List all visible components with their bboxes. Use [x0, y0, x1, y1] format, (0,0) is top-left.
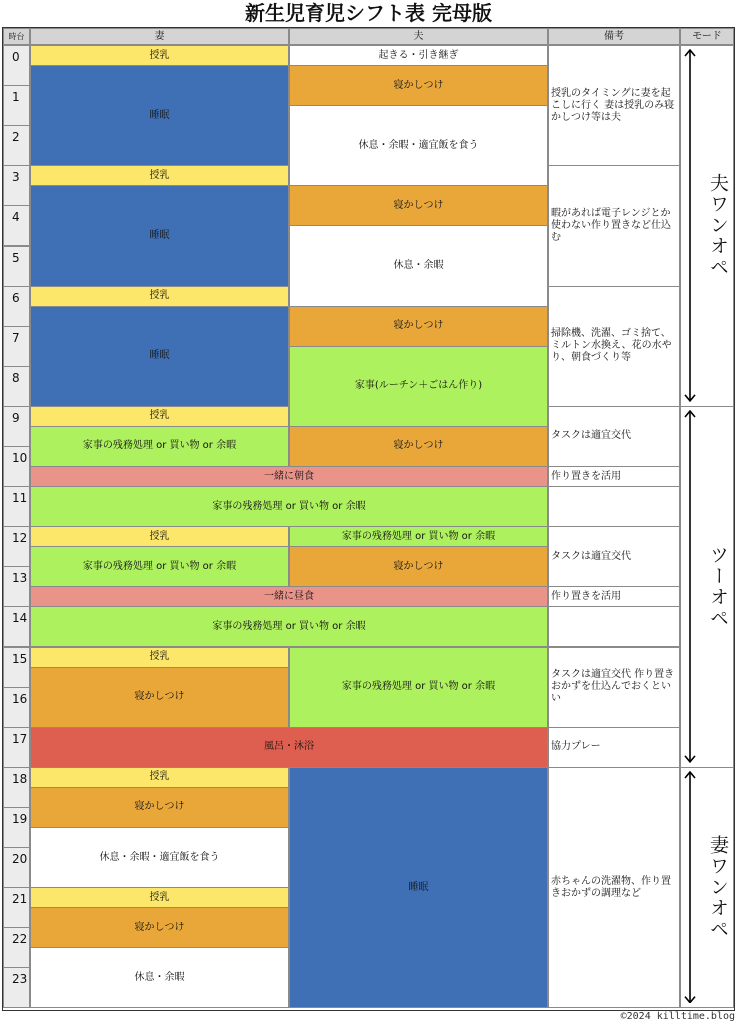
hour-label: 1: [3, 85, 30, 126]
wife-block: 授乳: [30, 45, 289, 66]
hour-label: 23: [3, 967, 30, 1008]
note-cell: 授乳のタイミングに妻を起こしに行く 妻は授乳のみ寝かしつけ等は夫: [548, 45, 680, 166]
wife-block: 寝かしつけ: [30, 667, 289, 728]
hour-label: 13: [3, 566, 30, 607]
wife-block: 睡眠: [30, 65, 289, 166]
wife-block: 授乳: [30, 165, 289, 186]
note-cell: [548, 606, 680, 647]
wife-block: 寝かしつけ: [30, 787, 289, 828]
header-hour: 時台: [3, 28, 30, 45]
both-block: 風呂・沐浴: [30, 727, 548, 768]
note-cell: 作り置きを活用: [548, 586, 680, 607]
shift-table: [2, 27, 735, 1011]
wife-block: 睡眠: [30, 185, 289, 286]
husband-block: 睡眠: [289, 767, 548, 1009]
header-husband: 夫: [289, 28, 548, 45]
hour-label: 12: [3, 526, 30, 567]
wife-block: 授乳: [30, 887, 289, 908]
header-wife: 妻: [30, 28, 289, 45]
double-arrow-icon: [684, 49, 696, 402]
note-cell: 作り置きを活用: [548, 466, 680, 487]
wife-block: 授乳: [30, 647, 289, 668]
hour-label: 9: [3, 406, 30, 447]
husband-block: 寝かしつけ: [289, 306, 548, 347]
note-cell: [548, 486, 680, 527]
note-cell: 掃除機、洗濯、ゴミ捨て、ミルトン水換え、花の水やり、朝食づくり等: [548, 286, 680, 407]
husband-block: 寝かしつけ: [289, 546, 548, 587]
husband-block: 寝かしつけ: [289, 426, 548, 467]
hour-label: 19: [3, 807, 30, 848]
hour-label: 7: [3, 326, 30, 367]
hour-label: 6: [3, 286, 30, 327]
note-cell: 赤ちゃんの洗濯物、作り置きおかずの調理など: [548, 767, 680, 1009]
hour-label: 22: [3, 927, 30, 968]
hour-label: 16: [3, 687, 30, 728]
husband-block: 家事の残務処理 or 買い物 or 余暇: [289, 526, 548, 547]
watermark: ©2024 killtime.blog: [620, 1011, 735, 1022]
hour-label: 18: [3, 767, 30, 808]
wife-block: 授乳: [30, 767, 289, 788]
wife-block: 休息・余暇・適宜飯を食う: [30, 827, 289, 888]
mode-cell: ツーオペ: [680, 406, 734, 768]
husband-block: 寝かしつけ: [289, 65, 548, 106]
husband-block: 寝かしつけ: [289, 185, 548, 226]
husband-block: 休息・余暇: [289, 225, 548, 306]
both-block: 一緒に昼食: [30, 586, 548, 607]
wife-block: 授乳: [30, 286, 289, 307]
hour-label: 4: [3, 205, 30, 246]
both-block: 家事の残務処理 or 買い物 or 余暇: [30, 486, 548, 527]
note-cell: タスクは適宜交代 作り置きおかずを仕込んでおくといい: [548, 647, 680, 728]
hour-label: 15: [3, 647, 30, 688]
hour-label: 3: [3, 165, 30, 206]
wife-block: 睡眠: [30, 306, 289, 407]
both-block: 一緒に朝食: [30, 466, 548, 487]
husband-block: 休息・余暇・適宜飯を食う: [289, 105, 548, 186]
note-cell: 協力プレー: [548, 727, 680, 768]
wife-block: 授乳: [30, 526, 289, 547]
wife-block: 休息・余暇: [30, 947, 289, 1008]
mode-cell: 妻ワンオペ: [680, 767, 734, 1009]
wife-block: 寝かしつけ: [30, 907, 289, 948]
hour-label: 5: [3, 246, 30, 287]
husband-block: 家事(ルーチン＋ごはん作り): [289, 346, 548, 427]
page-title: 新生児育児シフト表 完母版: [245, 1, 492, 25]
hour-label: 17: [3, 727, 30, 768]
hour-label: 21: [3, 887, 30, 928]
hour-label: 2: [3, 125, 30, 166]
hour-label: 11: [3, 486, 30, 527]
hour-label: 20: [3, 847, 30, 888]
header-notes: 備考: [548, 28, 680, 45]
double-arrow-icon: [684, 771, 696, 1004]
header-mode: モード: [680, 28, 734, 45]
note-cell: タスクは適宜交代: [548, 526, 680, 587]
wife-block: 家事の残務処理 or 買い物 or 余暇: [30, 426, 289, 467]
note-cell: タスクは適宜交代: [548, 406, 680, 467]
husband-block: 起きる・引き継ぎ: [289, 45, 548, 66]
double-arrow-icon: [684, 410, 696, 763]
wife-block: 授乳: [30, 406, 289, 427]
hour-label: 10: [3, 446, 30, 487]
hour-label: 14: [3, 606, 30, 647]
hour-label: 8: [3, 366, 30, 407]
hour-label: 0: [3, 45, 30, 86]
wife-block: 家事の残務処理 or 買い物 or 余暇: [30, 546, 289, 587]
both-block: 家事の残務処理 or 買い物 or 余暇: [30, 606, 548, 647]
note-cell: 暇があれば電子レンジとか使わない作り置きなど仕込む: [548, 165, 680, 286]
husband-block: 家事の残務処理 or 買い物 or 余暇: [289, 647, 548, 728]
mode-cell: 夫ワンオペ: [680, 45, 734, 407]
